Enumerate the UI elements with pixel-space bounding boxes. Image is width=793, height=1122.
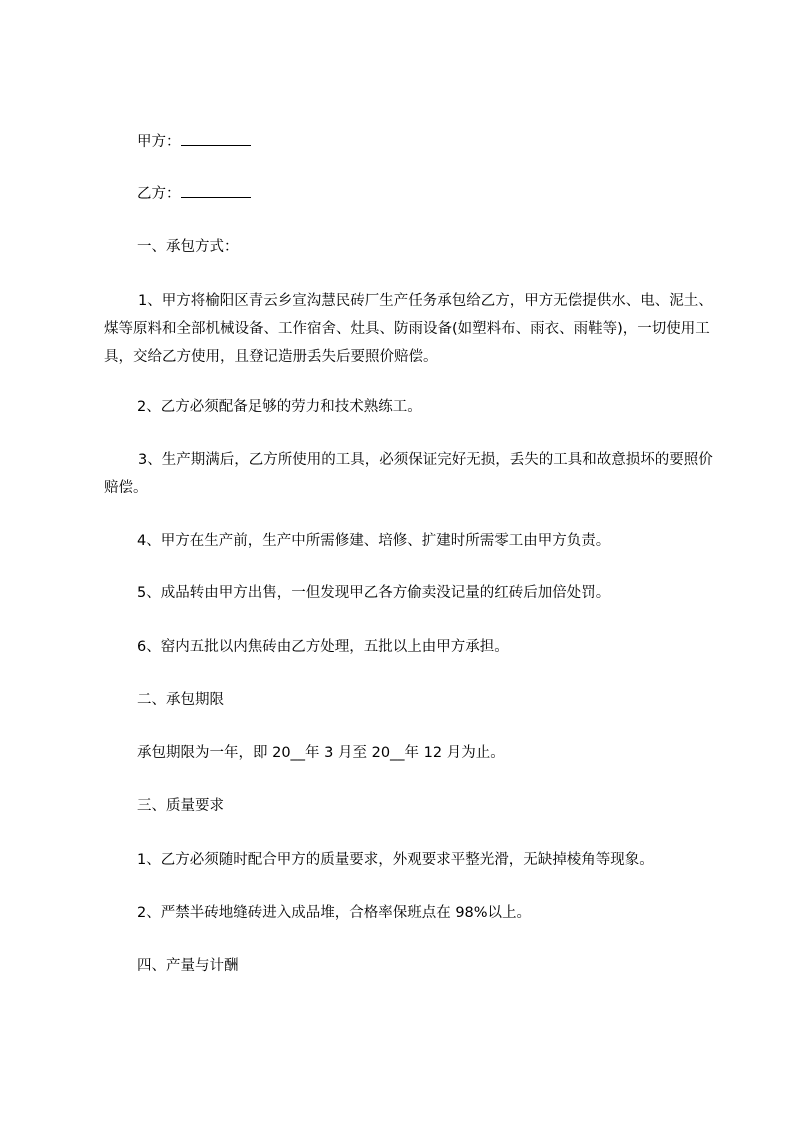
section1-item-1: 1、甲方将榆阳区青云乡宣沟慧民砖厂生产任务承包给乙方，甲方无偿提供水、电、泥土、煤等原料和全部机械设备、工作宿舍、灶具、防雨设备(如塑料布、雨衣、雨鞋等)，一切使用工具，交给乙方使用，且登记造册丢失后要照价赔偿。 xyxy=(104,293,713,365)
party-a-line xyxy=(104,128,724,156)
section4-title: 四、产量与计酬 xyxy=(137,958,239,974)
section2-text: 承包期限为一年，即 20__年 3 月至 20__年 12 月为止。 xyxy=(137,745,505,761)
party-a-blank xyxy=(181,131,251,146)
section1-title: 一、承包方式： xyxy=(137,239,239,255)
section3-title: 三、质量要求 xyxy=(137,798,224,814)
section1-item-2: 2、乙方必须配备足够的劳力和技术熟练工。 xyxy=(137,399,422,415)
section1-item-5: 5、成品转由甲方出售，一但发现甲乙各方偷卖没记量的红砖后加倍处罚。 xyxy=(137,585,611,601)
section1-item-4: 4、甲方在生产前，生产中所需修建、培修、扩建时所需零工由甲方负责。 xyxy=(137,533,611,549)
party-b-line xyxy=(104,180,724,208)
section1-item-3: 3、生产期满后，乙方所使用的工具，必须保证完好无损，丢失的工具和故意损坏的要照价赔偿。 xyxy=(104,452,713,496)
section1-item-6: 6、窑内五批以内焦砖由乙方处理，五批以上由甲方承担。 xyxy=(137,639,509,655)
section3-item-2: 2、严禁半砖地缝砖进入成品堆，合格率保班点在 98%以上。 xyxy=(137,905,532,921)
party-b-label: 乙方： xyxy=(137,186,181,202)
section2-title: 二、承包期限 xyxy=(137,692,224,708)
party-b-blank xyxy=(181,183,251,198)
section3-item-1: 1、乙方必须随时配合甲方的质量要求，外观要求平整光滑，无缺掉棱角等现象。 xyxy=(137,852,654,868)
party-a-label: 甲方： xyxy=(137,134,181,150)
